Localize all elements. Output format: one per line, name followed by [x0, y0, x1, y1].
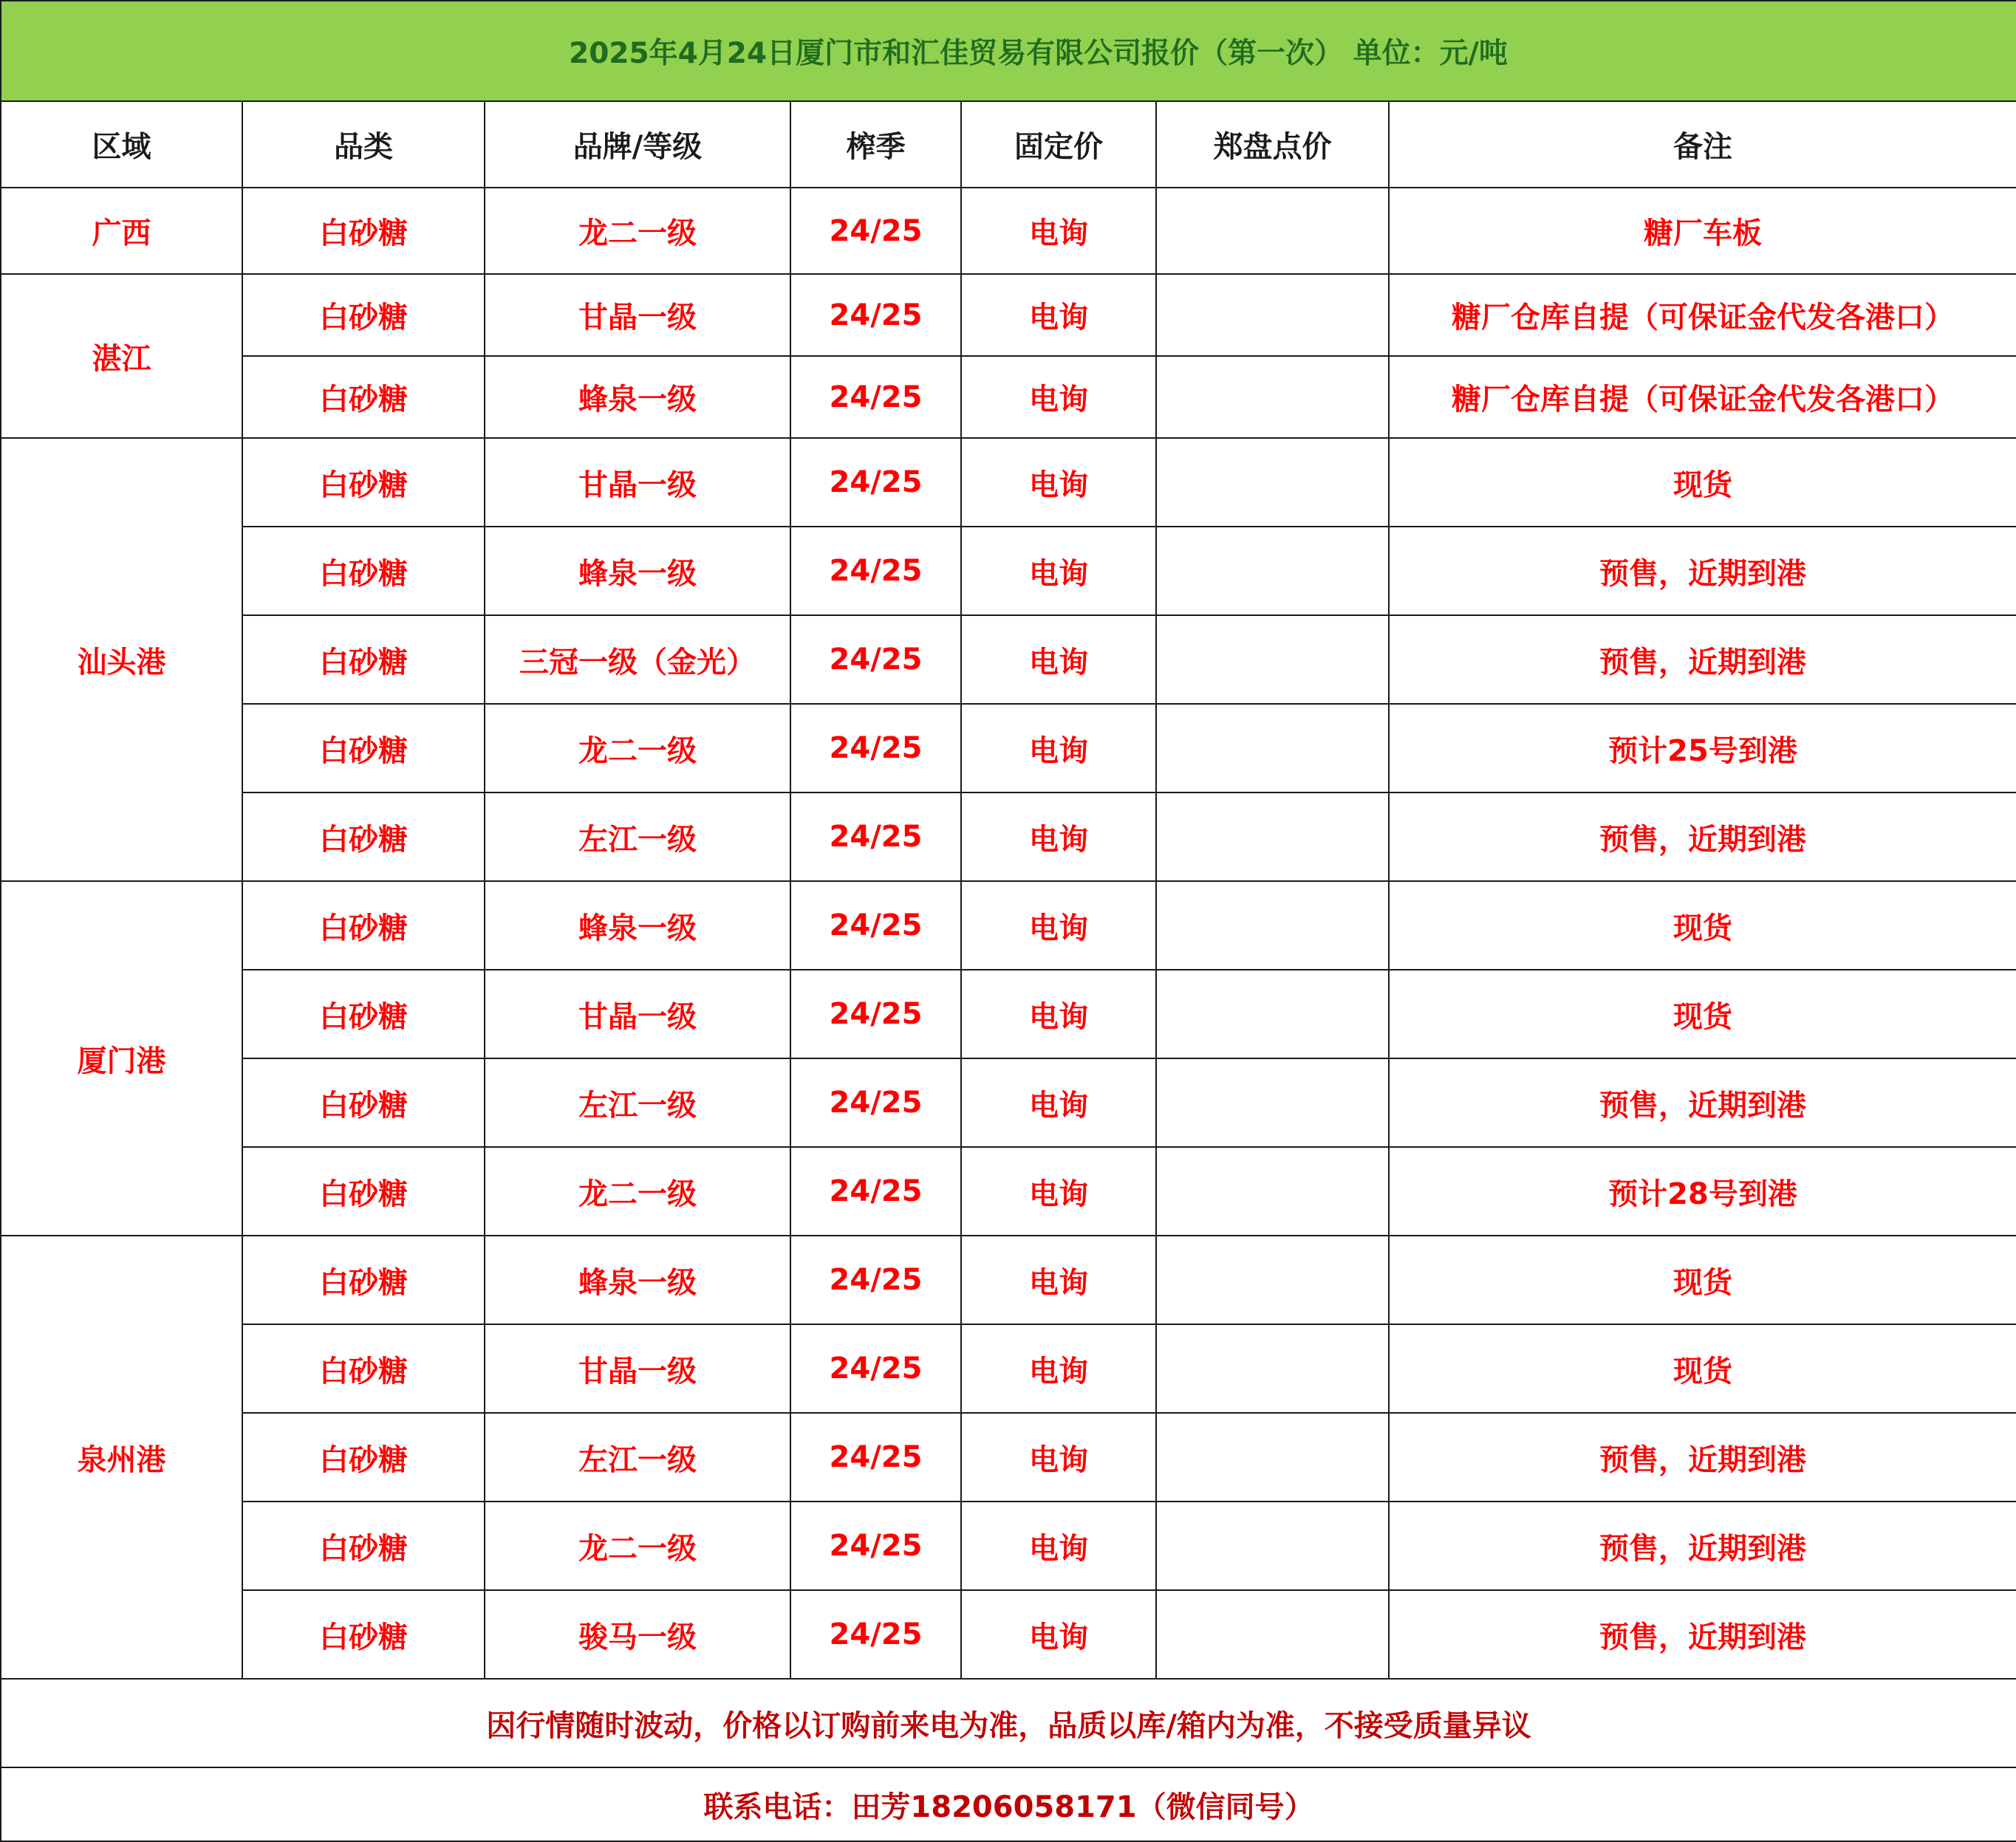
remark-cell: 现货	[1389, 1236, 2016, 1324]
category-cell: 白砂糖	[242, 1502, 485, 1590]
zheng-price-cell	[1156, 792, 1389, 881]
category-cell: 白砂糖	[242, 274, 485, 356]
table-row	[1, 1058, 2016, 1147]
disclaimer-note: 因行情随时波动，价格以订购前来电为准，品质以库/箱内为准，不接受质量异议	[1, 1679, 2016, 1767]
fixed-price-cell: 电询	[961, 1236, 1156, 1324]
brand-cell: 甘晶一级	[485, 274, 790, 356]
zheng-price-cell	[1156, 438, 1389, 527]
remark-cell: 预售，近期到港	[1389, 1413, 2016, 1502]
zheng-price-cell	[1156, 1590, 1389, 1679]
fixed-price-cell: 电询	[961, 1590, 1156, 1679]
brand-cell: 龙二一级	[485, 704, 790, 792]
note-row	[1, 1679, 2016, 1767]
table-row	[1, 1147, 2016, 1236]
category-cell: 白砂糖	[242, 615, 485, 704]
brand-cell: 龙二一级	[485, 1502, 790, 1590]
season-cell: 24/25	[790, 704, 961, 792]
fixed-price-cell: 电询	[961, 615, 1156, 704]
season-cell: 24/25	[790, 527, 961, 615]
table-row	[1, 1324, 2016, 1413]
season-cell: 24/25	[790, 881, 961, 970]
fixed-price-cell: 电询	[961, 188, 1156, 274]
table-row	[1, 274, 2016, 356]
table-row	[1, 1590, 2016, 1679]
category-cell: 白砂糖	[242, 188, 485, 274]
table-row	[1, 704, 2016, 792]
brand-cell: 龙二一级	[485, 1147, 790, 1236]
brand-cell: 蜂泉一级	[485, 356, 790, 438]
brand-cell: 甘晶一级	[485, 1324, 790, 1413]
region-cell-xiamen: 厦门港	[1, 881, 242, 1236]
header-season: 榨季	[790, 101, 961, 188]
season-cell: 24/25	[790, 1147, 961, 1236]
remark-cell: 预售，近期到港	[1389, 1502, 2016, 1590]
contact-row	[1, 1767, 2016, 1841]
brand-cell: 三冠一级（金光）	[485, 615, 790, 704]
header-brand: 品牌/等级	[485, 101, 790, 188]
remark-cell: 预售，近期到港	[1389, 1590, 2016, 1679]
fixed-price-cell: 电询	[961, 1058, 1156, 1147]
table-row	[1, 527, 2016, 615]
category-cell: 白砂糖	[242, 792, 485, 881]
category-cell: 白砂糖	[242, 356, 485, 438]
fixed-price-cell: 电询	[961, 527, 1156, 615]
fixed-price-cell: 电询	[961, 1324, 1156, 1413]
table-row	[1, 1413, 2016, 1502]
remark-cell: 现货	[1389, 438, 2016, 527]
remark-cell: 现货	[1389, 881, 2016, 970]
remark-cell: 糖厂仓库自提（可保证金代发各港口）	[1389, 356, 2016, 438]
table-row	[1, 188, 2016, 274]
category-cell: 白砂糖	[242, 881, 485, 970]
header-fixed-price: 固定价	[961, 101, 1156, 188]
brand-cell: 甘晶一级	[485, 438, 790, 527]
season-cell: 24/25	[790, 1502, 961, 1590]
table-title: 2025年4月24日厦门市和汇佳贸易有限公司报价（第一次） 单位：元/吨	[1, 1, 2016, 101]
fixed-price-cell: 电询	[961, 274, 1156, 356]
zheng-price-cell	[1156, 704, 1389, 792]
zheng-price-cell	[1156, 1147, 1389, 1236]
zheng-price-cell	[1156, 188, 1389, 274]
brand-cell: 左江一级	[485, 792, 790, 881]
header-zheng-price: 郑盘点价	[1156, 101, 1389, 188]
fixed-price-cell: 电询	[961, 1502, 1156, 1590]
season-cell: 24/25	[790, 1413, 961, 1502]
contact-info: 联系电话：田芳18206058171（微信同号）	[1, 1767, 2016, 1841]
category-cell: 白砂糖	[242, 1236, 485, 1324]
zheng-price-cell	[1156, 970, 1389, 1058]
remark-cell: 现货	[1389, 970, 2016, 1058]
zheng-price-cell	[1156, 356, 1389, 438]
fixed-price-cell: 电询	[961, 792, 1156, 881]
season-cell: 24/25	[790, 1590, 961, 1679]
fixed-price-cell: 电询	[961, 881, 1156, 970]
season-cell: 24/25	[790, 1236, 961, 1324]
remark-cell: 预售，近期到港	[1389, 615, 2016, 704]
table-row	[1, 881, 2016, 970]
zheng-price-cell	[1156, 1413, 1389, 1502]
category-cell: 白砂糖	[242, 527, 485, 615]
zheng-price-cell	[1156, 1502, 1389, 1590]
title-row	[1, 1, 2016, 101]
table-row	[1, 1502, 2016, 1590]
remark-cell: 预售，近期到港	[1389, 792, 2016, 881]
brand-cell: 甘晶一级	[485, 970, 790, 1058]
table-row	[1, 615, 2016, 704]
remark-cell: 预售，近期到港	[1389, 527, 2016, 615]
brand-cell: 蜂泉一级	[485, 881, 790, 970]
remark-cell: 糖厂仓库自提（可保证金代发各港口）	[1389, 274, 2016, 356]
brand-cell: 骏马一级	[485, 1590, 790, 1679]
region-cell-guangxi: 广西	[1, 188, 242, 274]
category-cell: 白砂糖	[242, 1413, 485, 1502]
table-row	[1, 438, 2016, 527]
fixed-price-cell: 电询	[961, 356, 1156, 438]
category-cell: 白砂糖	[242, 1058, 485, 1147]
season-cell: 24/25	[790, 615, 961, 704]
brand-cell: 左江一级	[485, 1413, 790, 1502]
remark-cell: 糖厂车板	[1389, 188, 2016, 274]
region-cell-shantou: 汕头港	[1, 438, 242, 881]
zheng-price-cell	[1156, 881, 1389, 970]
table-row	[1, 1236, 2016, 1324]
zheng-price-cell	[1156, 1324, 1389, 1413]
category-cell: 白砂糖	[242, 438, 485, 527]
season-cell: 24/25	[790, 792, 961, 881]
table-row	[1, 970, 2016, 1058]
season-cell: 24/25	[790, 188, 961, 274]
header-row	[1, 101, 2016, 188]
season-cell: 24/25	[790, 356, 961, 438]
category-cell: 白砂糖	[242, 704, 485, 792]
season-cell: 24/25	[790, 1324, 961, 1413]
header-category: 品类	[242, 101, 485, 188]
remark-cell: 预售，近期到港	[1389, 1058, 2016, 1147]
season-cell: 24/25	[790, 438, 961, 527]
category-cell: 白砂糖	[242, 1324, 485, 1413]
zheng-price-cell	[1156, 1058, 1389, 1147]
table-row	[1, 792, 2016, 881]
fixed-price-cell: 电询	[961, 704, 1156, 792]
zheng-price-cell	[1156, 615, 1389, 704]
brand-cell: 蜂泉一级	[485, 1236, 790, 1324]
remark-cell: 预计28号到港	[1389, 1147, 2016, 1236]
fixed-price-cell: 电询	[961, 1413, 1156, 1502]
category-cell: 白砂糖	[242, 970, 485, 1058]
region-cell-quanzhou: 泉州港	[1, 1236, 242, 1679]
season-cell: 24/25	[790, 274, 961, 356]
remark-cell: 现货	[1389, 1324, 2016, 1413]
season-cell: 24/25	[790, 970, 961, 1058]
category-cell: 白砂糖	[242, 1147, 485, 1236]
remark-cell: 预计25号到港	[1389, 704, 2016, 792]
season-cell: 24/25	[790, 1058, 961, 1147]
region-cell-zhanjiang: 湛江	[1, 274, 242, 438]
brand-cell: 左江一级	[485, 1058, 790, 1147]
zheng-price-cell	[1156, 527, 1389, 615]
category-cell: 白砂糖	[242, 1590, 485, 1679]
brand-cell: 蜂泉一级	[485, 527, 790, 615]
brand-cell: 龙二一级	[485, 188, 790, 274]
fixed-price-cell: 电询	[961, 970, 1156, 1058]
fixed-price-cell: 电询	[961, 1147, 1156, 1236]
table-row	[1, 356, 2016, 438]
fixed-price-cell: 电询	[961, 438, 1156, 527]
header-remark: 备注	[1389, 101, 2016, 188]
header-region: 区域	[1, 101, 242, 188]
zheng-price-cell	[1156, 274, 1389, 356]
zheng-price-cell	[1156, 1236, 1389, 1324]
